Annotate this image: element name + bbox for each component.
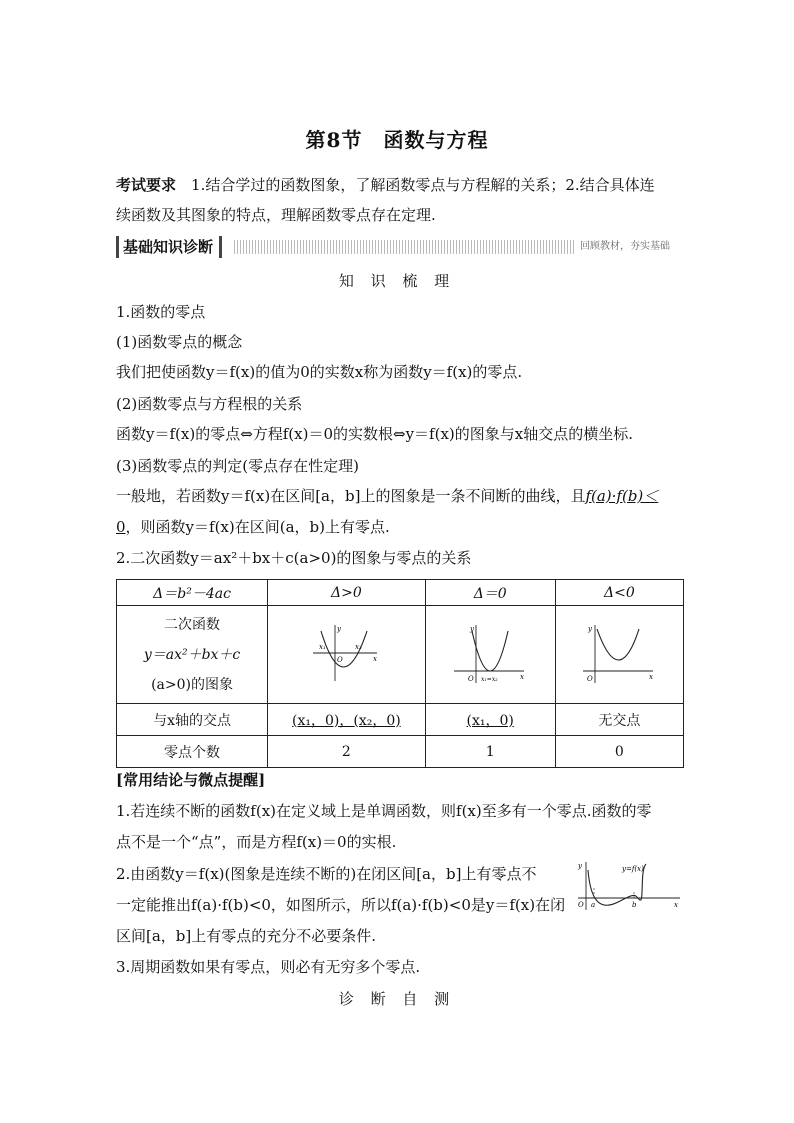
header-cell: Δ＝0: [425, 580, 555, 606]
graph-label-line: (a>0)的图象: [151, 676, 234, 693]
double-root-label: x₁=x₂: [481, 675, 498, 683]
a-label: a: [591, 901, 596, 909]
x-axis-label: x: [649, 672, 654, 681]
graph-label-line: 二次函数: [164, 616, 221, 633]
root-label-x1: x₁: [319, 642, 327, 651]
table-header-row: [117, 580, 684, 606]
header-cell: Δ<0: [555, 580, 683, 606]
parabola-curve: [472, 631, 508, 671]
table-row-intersect: [117, 704, 684, 736]
s1-sub1: (1)函数零点的概念: [116, 333, 243, 351]
note-1-line1: 1.若连续不断的函数f(x)在定义域上是单调函数，则f(x)至多有一个零点.函数的零: [116, 802, 652, 820]
count-zero: 0: [555, 736, 683, 768]
banner-title: 基础知识诊断: [116, 236, 222, 258]
graph-one-root-cell: [425, 606, 555, 704]
x-axis-label: x: [373, 654, 378, 663]
section-banner: [116, 236, 676, 258]
graph-two-roots-cell: [268, 606, 426, 704]
s1-sub2: (2)函数零点与方程根的关系: [116, 395, 303, 413]
parabola-one-root: [450, 621, 530, 685]
s2-title: 2.二次函数y＝ax²＋bx＋c(a>0)的图象与零点的关系: [116, 549, 472, 567]
s1-sub3: (3)函数零点的判定(零点存在性定理): [116, 457, 359, 475]
x-axis-label: x: [674, 901, 678, 909]
graph-label-line: y＝ax²＋bx＋c: [143, 646, 241, 663]
requirements-line-1: [116, 175, 655, 195]
b-label: b: [632, 901, 637, 909]
x-axis-label: x: [520, 672, 525, 681]
s1-title: 1.函数的零点: [116, 303, 206, 321]
parabola-two-roots: [311, 623, 381, 683]
count-one: 1: [425, 736, 555, 768]
s1-p1: 我们把使函数y＝f(x)的值为0的实数x称为函数y＝f(x)的零点.: [116, 363, 523, 381]
requirements-text-1: 1.结合学过的函数图象，了解函数零点与方程解的关系；2.结合具体连: [191, 176, 655, 194]
origin-label: O: [587, 674, 594, 683]
y-axis-label: y: [470, 624, 475, 633]
count-two: 2: [268, 736, 426, 768]
note-2-line2: 一定能推出f(a)·f(b)<0，如图所示，所以f(a)·f(b)<0是y＝f(x)在闭: [116, 896, 566, 914]
intersect-one: (x₁，0): [425, 704, 555, 736]
y-axis-label: y: [578, 862, 582, 870]
s1-p3-zero: 0: [116, 518, 126, 536]
requirements-label: 考试要求: [116, 176, 177, 194]
note-1-line2: 点不是一个“点”，而是方程f(x)＝0的实根.: [116, 833, 397, 851]
quadratic-table: [116, 579, 684, 768]
row-label: 与x轴的交点: [117, 704, 268, 736]
banner-subtitle: 回顾教材，夯实基础: [574, 239, 676, 255]
s1-p2: 函数y＝f(x)的零点⇔方程f(x)＝0的实数根⇔y＝f(x)的图象与x轴交点的横坐标.: [116, 425, 634, 443]
note-figure: [574, 860, 684, 912]
table-graph-row: [117, 606, 684, 704]
requirements-line-2: 续函数及其图象的特点，理解函数零点存在定理.: [116, 206, 436, 224]
header-cell: Δ>0: [268, 580, 426, 606]
s1-p3-condition: f(a)·f(b)＜: [585, 487, 659, 505]
table-row-count: [117, 736, 684, 768]
page-title: 第8节 函数与方程: [305, 128, 489, 152]
notes-title: [常用结论与微点提醒]: [116, 771, 266, 789]
note-2-line3: 区间[a，b]上有零点的充分不必要条件.: [116, 927, 377, 945]
y-axis-label: y: [588, 624, 593, 633]
s1-p3-text: 一般地，若函数y＝f(x)在区间[a，b]上的图象是一条不间断的曲线，且: [116, 487, 586, 505]
root-label-x2: x₂: [355, 642, 363, 651]
parabola-curve: [597, 629, 639, 660]
s1-p3-line1: [116, 486, 658, 506]
row-label: 零点个数: [117, 736, 268, 768]
note-3: 3.周期函数如果有零点，则必有无穷多个零点.: [116, 958, 421, 976]
s1-p3-end: ，则函数y＝f(x)在区间(a，b)上有零点.: [125, 518, 390, 536]
self-test-heading: 诊 断 自 测: [338, 990, 456, 1008]
intersect-two: (x₁，0)，(x₂，0): [268, 704, 426, 736]
origin-label: O: [337, 655, 344, 664]
parabola-no-root: [579, 621, 659, 685]
y-axis-label: y: [337, 624, 342, 633]
knowledge-heading: 知 识 梳 理: [338, 272, 456, 290]
intersect-none: 无交点: [555, 704, 683, 736]
s1-p3-line2: [116, 517, 390, 537]
graph-no-root-cell: [555, 606, 683, 704]
origin-label: O: [578, 901, 584, 909]
header-cell: Δ＝b²－4ac: [117, 580, 268, 606]
curve-label: y=f(x): [622, 865, 644, 873]
note-2-line1: 2.由函数y＝f(x)(图象是连续不断的)在闭区间[a，b]上有零点不: [116, 865, 537, 883]
origin-label: O: [468, 674, 474, 683]
graph-label-cell: [117, 606, 268, 704]
